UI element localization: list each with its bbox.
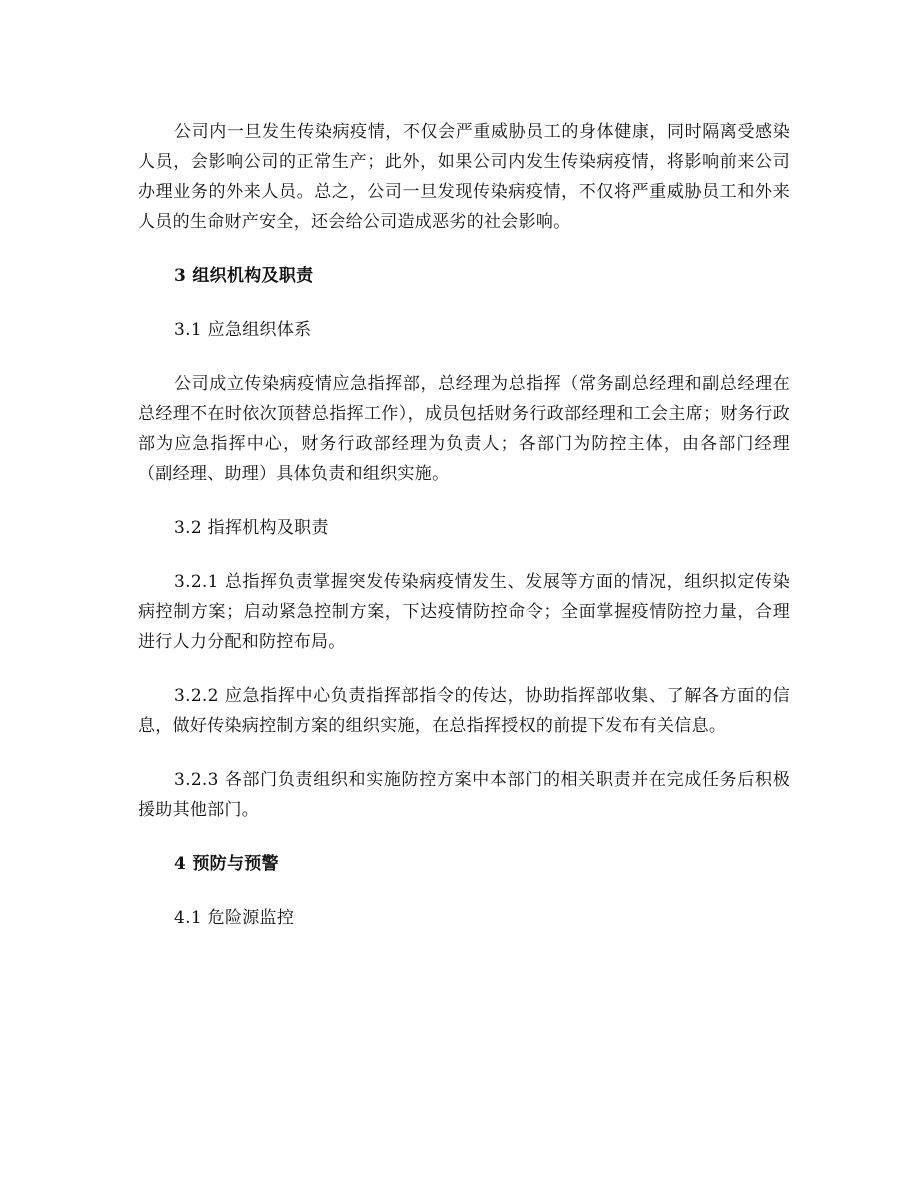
section-heading-3: 3 组织机构及职责 xyxy=(174,266,314,286)
subsection-heading-4-1: 4.1 危险源监控 xyxy=(174,908,295,928)
paragraph-3-2-2: 3.2.2 应急指挥中心负责指挥部指令的传达，协助指挥部收集、了解各方面的信息，做好传染病控制方案的组织实施，在总指挥授权的前提下发布有关信息。 xyxy=(138,686,790,736)
subsection-heading-3-1: 3.1 应急组织体系 xyxy=(174,320,312,340)
paragraph-3-2-1: 3.2.1 总指挥负责掌握突发传染病疫情发生、发展等方面的情况，组织拟定传染病控制方案；启动紧急控制方案，下达疫情防控命令；全面掌握疫情防控力量，合理进行人力分配和防控布局。 xyxy=(138,572,790,652)
document-body xyxy=(138,117,790,957)
section-heading-4: 4 预防与预警 xyxy=(174,854,279,874)
paragraph-impact: 公司内一旦发生传染病疫情，不仅会严重威胁员工的身体健康，同时隔离受感染人员，会影响公司的正常生产；此外，如果公司内发生传染病疫情，将影响前来公司办理业务的外来人员。总之，公司一旦发现传染病疫情，不仅将严重威胁员工和外来人员的生命财产安全，还会给公司造成恶劣的社会影响。 xyxy=(138,122,790,232)
paragraph-3-2-3: 3.2.3 各部门负责组织和实施防控方案中本部门的相关职责并在完成任务后积极援助其他部门。 xyxy=(138,770,790,820)
paragraph-organization: 公司成立传染病疫情应急指挥部，总经理为总指挥（常务副总经理和副总经理在总经理不在时依次顶替总指挥工作），成员包括财务行政部经理和工会主席；财务行政部为应急指挥中心，财务行政部经理为负责人；各部门为防控主体，由各部门经理（副经理、助理）具体负责和组织实施。 xyxy=(138,374,790,484)
subsection-heading-3-2: 3.2 指挥机构及职责 xyxy=(174,518,329,538)
